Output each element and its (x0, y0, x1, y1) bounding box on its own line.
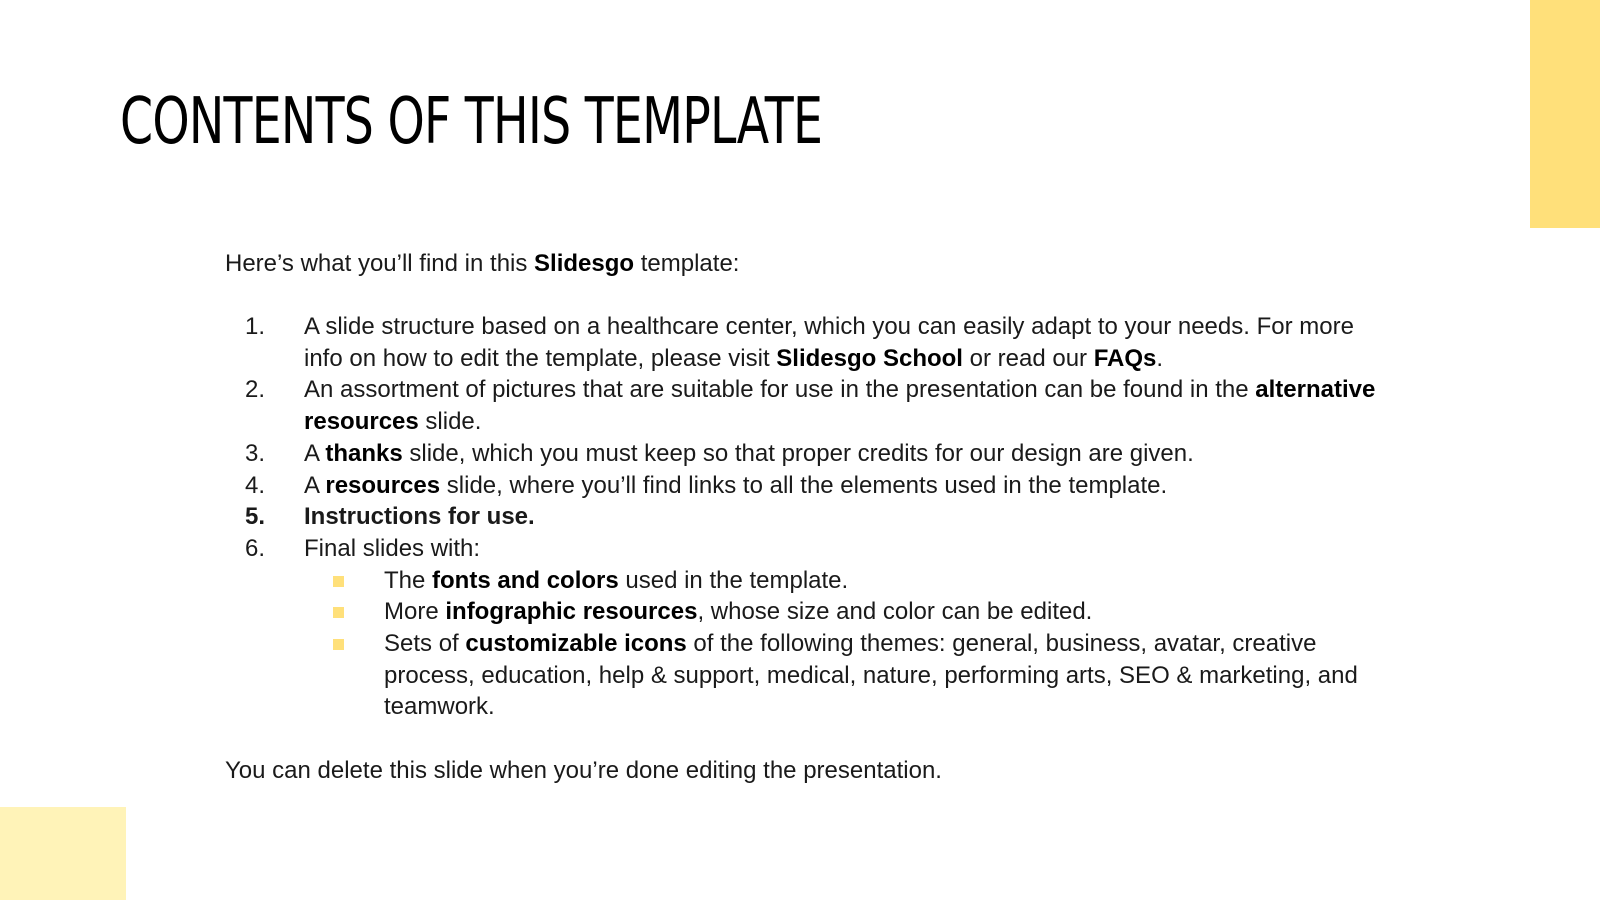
content-textbox[interactable] (225, 248, 1395, 787)
list-number: 5. (244, 503, 265, 531)
list-number: 2. (244, 376, 265, 404)
list-number: 1. (244, 313, 265, 340)
item-text: Final slides with: (304, 534, 481, 562)
square-bullet-icon (333, 576, 344, 587)
list-item-5 (225, 501, 1395, 533)
outro-paragraph: You can delete this slide when you’re done editing the presentation. (225, 757, 942, 785)
item-text: of the following themes: general, business, avatar, creative process, education, help & support, medical, nature, performing arts, SEO & marketing, and teamwork. (384, 630, 1358, 721)
list-item-1 (225, 311, 1395, 374)
item-text: slide, which you must keep so that proper credits for our design are given. (402, 439, 1194, 467)
item-bold-text: Slidesgo School (776, 344, 963, 372)
sub-list-item-1 (304, 565, 1395, 597)
item-bold-text: FAQs (1093, 344, 1157, 372)
item-text: A (304, 471, 326, 499)
item-bold-text: thanks (325, 439, 403, 467)
item-text: slide, where you’ll find links to all the elements used in the template. (440, 471, 1168, 499)
list-number: 3. (244, 439, 265, 467)
item-text: Instructions for use. (304, 503, 535, 531)
square-bullet-icon (333, 639, 344, 650)
decorative-yellow-block-bottom-left (0, 807, 126, 900)
item-text: , whose size and color can be edited. (697, 598, 1093, 626)
contents-list (225, 311, 1395, 723)
item-text: More (384, 598, 446, 626)
item-text: slide. (418, 408, 482, 436)
item-text: or read our (962, 344, 1094, 372)
item-bold-text: alternative resources (304, 376, 1376, 436)
list-number: 6. (244, 534, 265, 562)
item-text: A slide structure based on a healthcare center, which you can easily adapt to your needs. For more info on how to edit the template, please visit (304, 313, 1354, 372)
item-bold-text: customizable icons (465, 630, 687, 658)
item-text: used in the template. (618, 566, 849, 594)
item-text: . (1156, 344, 1164, 372)
square-bullet-icon (333, 607, 344, 618)
decorative-yellow-block-top-right (1530, 0, 1600, 228)
item-text: An assortment of pictures that are suitable for use in the presentation can be found in the (304, 376, 1256, 404)
list-item-6 (225, 533, 1395, 723)
sub-list-item-2 (304, 596, 1395, 628)
item-text: Sets of (384, 630, 466, 658)
sub-list (304, 565, 1395, 724)
slide-title[interactable]: CONTENTS OF THIS TEMPLATE (120, 85, 823, 159)
item-bold-text: fonts and colors (432, 566, 619, 594)
sub-list-item-3 (304, 628, 1395, 723)
list-number: 4. (244, 471, 265, 499)
item-bold-text: infographic resources (445, 598, 698, 626)
item-text: A (304, 439, 326, 467)
list-item-4 (225, 470, 1395, 502)
item-bold-text: resources (325, 471, 441, 499)
intro-text-before: Here’s what you’ll find in this (225, 250, 535, 277)
list-item-2 (225, 374, 1395, 437)
intro-paragraph (225, 248, 1395, 311)
item-text: The (384, 566, 433, 594)
intro-brand: Slidesgo (534, 250, 635, 277)
intro-text-after: template: (634, 250, 740, 277)
list-item-3 (225, 438, 1395, 470)
